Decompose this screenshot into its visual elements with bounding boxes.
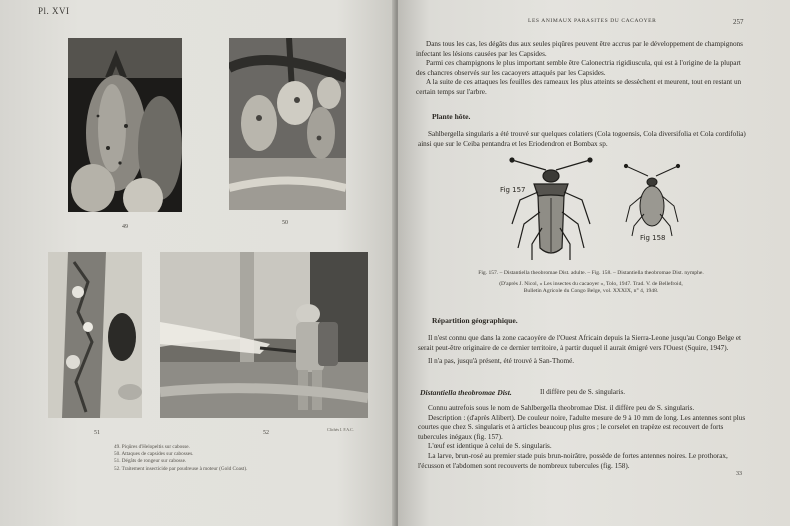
running-head: LES ANIMAUX PARASITES DU CACAOYER <box>528 18 657 24</box>
geo-paragraph: Il n'a pas, jusqu'à présent, été trouvé à San-Thomé. <box>428 357 575 366</box>
caption-list <box>114 444 247 473</box>
page-number: 257 <box>733 18 744 26</box>
species-paragraph: Description : (d'après Alibert). De couleur noire, l'adulte mesure de 9 à 10 mm de long. Les antennes sont plus courtes que chez S. singularis et à articles beaucoup plus gros ; le corselet en trapèze est recouvert de forts tubercules inégaux (fig. 157). <box>418 413 746 441</box>
intro-paragraph: A la suite de ces attaques les feuilles des rameaux les plus atteints se dessèchent et meurent, tout en restant un certain temps sur l'arbre. <box>416 78 742 96</box>
figure-label-158: Fig 158 <box>640 234 666 242</box>
caption-item: 52. Traitement insecticide par poudreuse à moteur (Gold Coast). <box>114 465 248 472</box>
figure-caption-line: Fig. 157. – Distantiella theobromae Dist. adulte. – Fig. 158. – Distantiella theobromae Dist. nymphe. <box>478 270 704 276</box>
adult-insect-drawing <box>510 158 592 260</box>
photo-number-51: 51 <box>94 430 100 436</box>
caption-item: 50. Attaques de capsides sur cabosses. <box>114 451 194 458</box>
geo-text <box>418 334 748 367</box>
photo-number-50: 50 <box>282 220 288 226</box>
corner-number: 33 <box>736 471 742 477</box>
figure-label-157: Fig 157 <box>500 186 526 194</box>
photo-50 <box>229 38 346 210</box>
photo-credit: Clichés I. F.A.C. <box>327 427 354 432</box>
intro-text <box>416 40 748 98</box>
species-paragraph: Connu autrefois sous le nom de Sahlbergella theobromae Dist. il diffère peu de S. singularis. <box>428 404 695 412</box>
figure-caption-line: (D'après J. Nicol, « Les insectes du cacaoyer », Tolo, 1947. Trad. V. de Bellefroid, <box>499 281 683 288</box>
intro-paragraph: Dans tous les cas, les dégâts dus aux seules piqûres peuvent être accrus par le développement de champignons infectant les lésions causées par les Capsides. <box>416 40 743 58</box>
geo-paragraph: Il n'est connu que dans la zone cacaoyère de l'Ouest Africain depuis la Sierra-Leone jusqu'au Congo Belge et serait peut-être originaire de ce dernier territoire, à partir duquel il aurait émigré vers l'Ouest (Squire, 1947). <box>418 334 742 352</box>
photo-51 <box>48 252 142 418</box>
plate-label: Pl. XVI <box>38 6 70 16</box>
geo-heading: Répartition géographique. <box>432 316 518 325</box>
intro-paragraph: Parmi ces champignons le plus important semble être Calonectria rigidiuscula, qui est à l'origine de la plupart des chancres observés sur les cacaoyers attaqués par les Capsides. <box>416 59 741 77</box>
host-plant-text: Sahlbergella singularis a été trouvé sur quelques colatiers (Cola togoensis, Cola diversifolia et Cola cordifolia) ainsi que sur le Ceiba pentandra et les Eriodendron et Bombax sp. <box>418 130 746 148</box>
species-paragraph: La larve, brun-rosé au premier stade puis brun-noirâtre, possède de fortes antennes noires. Le prothorax, l'écusson et l'abdomen sont recouverts de nombreux tubercules (fig. 158). <box>418 451 728 470</box>
nymph-insect-drawing <box>624 164 679 236</box>
caption-item: 49. Piqûres d'Helopeltis sur cabosse. <box>114 444 190 450</box>
photo-number-49: 49 <box>122 224 128 230</box>
figure-caption-line: Bulletin Agricole du Congo Belge, vol. XXXIX, n° 4, 1948. <box>523 288 659 295</box>
species-heading-rest: Il diffère peu de S. singularis. <box>540 388 626 396</box>
species-paragraph: L'œuf est identique à celui de S. singularis. <box>428 442 552 451</box>
photo-52 <box>160 252 368 418</box>
photo-49 <box>68 38 182 212</box>
species-heading: Distantiella theobromae Dist. <box>420 388 512 397</box>
caption-item: 51. Dégâts de rongeur sur cabosse. <box>114 458 187 465</box>
host-plant-heading: Plante hôte. <box>432 112 471 121</box>
figure-caption <box>446 270 736 296</box>
species-text <box>418 404 748 471</box>
insect-figure <box>498 152 698 264</box>
photo-number-52: 52 <box>263 430 269 436</box>
